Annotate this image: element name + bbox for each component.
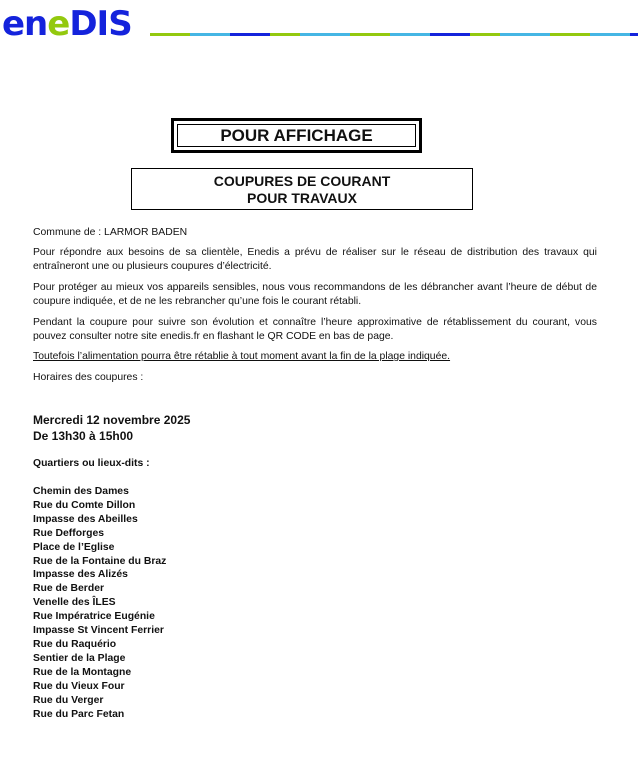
warning-text: Toutefois l’alimentation pourra être rétablie à tout moment avant la fin de la plage indiquée. — [33, 351, 451, 362]
list-item: Rue de la Fontaine du Braz — [33, 555, 167, 567]
list-item: Rue Impératrice Eugénie — [33, 611, 155, 623]
list-item: Sentier de la Plage — [33, 652, 126, 664]
commune: Commune de : LARMOR BADEN — [33, 227, 188, 238]
subtitle-line-2: POUR TRAVAUX — [247, 190, 357, 206]
list-item: Place de l’Eglise — [33, 541, 115, 553]
list-item: Rue du Vieux Four — [33, 680, 125, 692]
list-item: Impasse des Alizés — [33, 569, 128, 581]
street-list — [33, 485, 166, 721]
list-item: Impasse des Abeilles — [33, 513, 138, 525]
page-title: POUR AFFICHAGE — [220, 125, 373, 145]
paragraph-3: Pendant la coupure pour suivre son évolution et connaître l’heure approximative de rétablissement du courant, vous pouvez consulter notre site enedis.fr en flashant le QR CODE en bas de page. — [33, 317, 597, 342]
list-item: Chemin des Dames — [33, 486, 129, 497]
header-divider — [150, 33, 638, 36]
date: Mercredi 12 novembre 2025 — [33, 413, 191, 427]
quartiers-label: Quartiers ou lieux-dits : — [33, 458, 150, 469]
list-item: Rue du Verger — [33, 694, 104, 706]
list-item: Impasse St Vincent Ferrier — [33, 625, 164, 637]
list-item: Venelle des ÎLES — [33, 597, 116, 609]
list-item: Rue Defforges — [33, 527, 105, 539]
list-item: Rue du Raquério — [33, 638, 117, 650]
horaires-label: Horaires des coupures : — [33, 372, 144, 383]
list-item: Rue du Comte Dillon — [33, 499, 136, 511]
subtitle-box — [131, 168, 473, 210]
subtitle-line-1: COUPURES DE COURANT — [213, 173, 391, 189]
paragraph-1: Pour répondre aux besoins de sa clientèle, Enedis a prévu de réaliser sur le réseau de distribution des travaux qui entraîneront une ou plusieurs coupures d’électricité. — [33, 247, 597, 272]
enedis-logo: eneDIS — [2, 4, 132, 44]
list-item: Rue de Berder — [33, 583, 105, 595]
title-box — [171, 118, 422, 153]
paragraph-2: Pour protéger au mieux vos appareils sensibles, nous vous recommandons de les débrancher avant l’heure de début de coupure indiquée, et de ne les rebrancher qu’une fois le courant rétabli. — [33, 282, 597, 307]
list-item: Rue de la Montagne — [33, 666, 132, 678]
list-item: Rue du Parc Fetan — [33, 708, 125, 720]
time-range: De 13h30 à 15h00 — [33, 429, 134, 443]
date-block — [33, 412, 190, 444]
